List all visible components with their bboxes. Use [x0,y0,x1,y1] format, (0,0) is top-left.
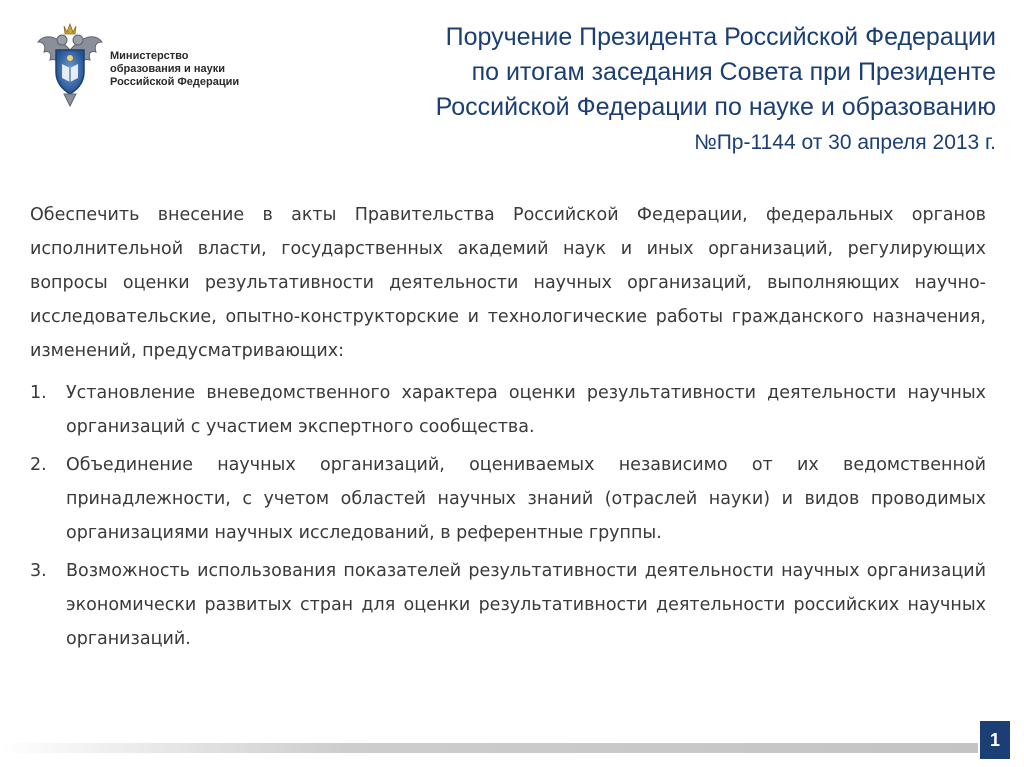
intro-paragraph: Обеспечить внесение в акты Правительства Российской Федерации, федеральных органов исполнительной власти, государственных академий наук и иных организаций, регулирующих вопросы оценки результативности деятельности научных организаций, выполняющих научно-исследовательские, опытно-конструкторские и технологические работы гражданского назначения, изменений, предусматривающих: [30,205,986,361]
numbered-list [30,376,986,656]
list-item [30,376,986,444]
list-item-number: 2. [30,455,47,475]
list-item [30,448,986,550]
page-number-badge: 1 [980,721,1010,759]
list-item-text: Объединение научных организаций, оцениваемых независимо от их ведомственной принадлежности, с учетом областей научных знаний (отраслей науки) и видов проводимых организациями научных исследований, в референтные группы. [66,455,986,543]
ministry-name-line: образования и науки [110,63,225,75]
slide-subtitle: №Пр-1144 от 30 апреля 2013 г. [694,131,996,154]
slide-content [30,198,986,660]
ministry-name [110,50,240,89]
ministry-emblem-icon [34,20,106,108]
list-item-number: 3. [30,561,47,581]
slide-title-line: Российской Федерации по науке и образованию [435,93,996,121]
ministry-name-line: Министерство [110,50,189,62]
ministry-name-line: Российской Федерации [110,76,240,88]
ministry-logo [34,20,240,110]
list-item-text: Установление вневедомственного характера оценки результативности деятельности научных организаций с участием экспертного сообщества. [66,383,986,437]
list-item-text: Возможность использования показателей результативности деятельности научных организаций экономически развитых стран для оценки результативности деятельности российских научных организаций. [66,561,986,649]
slide-title-line: по итогам заседания Совета при Президенте [471,58,996,86]
slide-title [276,20,996,161]
list-item-number: 1. [30,383,47,403]
footer-bar [0,743,978,753]
list-item [30,554,986,656]
slide-title-line: Поручение Президента Российской Федерации [445,23,996,51]
